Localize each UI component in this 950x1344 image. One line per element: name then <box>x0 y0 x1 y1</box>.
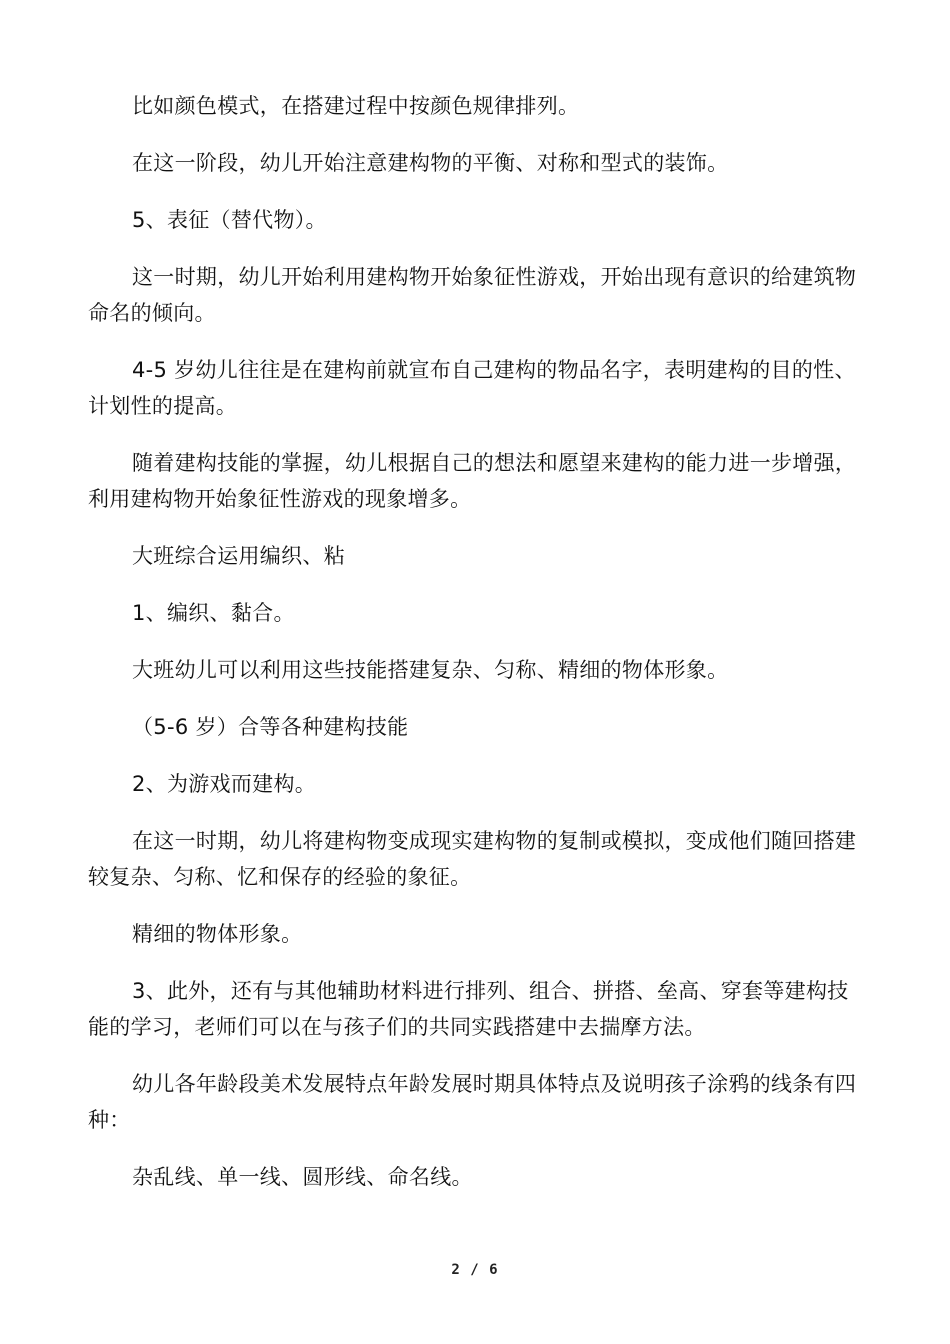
document-body <box>88 88 862 1216</box>
paragraph-2: 在这一阶段，幼儿开始注意建构物的平衡、对称和型式的装饰。 <box>132 151 729 175</box>
paragraph-11: 2、为游戏而建构。 <box>132 772 317 796</box>
paragraph-9: 大班幼儿可以利用这些技能搭建复杂、匀称、精细的物体形象。 <box>132 658 729 682</box>
paragraph-5: 4-5 岁幼儿往往是在建构前就宣布自己建构的物品名字，表明建构的目的性、计划性的提高。 <box>88 358 856 418</box>
paragraph-6: 随着建构技能的掌握，幼儿根据自己的想法和愿望来建构的能力进一步增强，利用建构物开始象征性游戏的现象增多。 <box>88 451 857 511</box>
paragraph-14: 3、此外，还有与其他辅助材料进行排列、组合、拼搭、垒高、穿套等建构技能的学习，老师们可以在与孩子们的共同实践搭建中去揣摩方法。 <box>88 979 849 1039</box>
paragraph-7: 大班综合运用编织、粘 <box>132 544 345 568</box>
paragraph-3: 5、表征（替代物）。 <box>132 208 327 232</box>
paragraph-4: 这一时期，幼儿开始利用建构物开始象征性游戏，开始出现有意识的给建筑物命名的倾向。 <box>88 265 857 325</box>
paragraph-8: 1、编织、黏合。 <box>132 601 295 625</box>
page-number: 2 / 6 <box>451 1262 499 1278</box>
paragraph-1: 比如颜色模式，在搭建过程中按颜色规律排列。 <box>132 94 580 118</box>
paragraph-13: 精细的物体形象。 <box>132 922 303 946</box>
paragraph-12: 在这一时期，幼儿将建构物变成现实建构物的复制或模拟，变成他们随回搭建较复杂、匀称、忆和保存的经验的象征。 <box>88 829 857 889</box>
paragraph-15: 幼儿各年龄段美术发展特点年龄发展时期具体特点及说明孩子涂鸦的线条有四种： <box>88 1072 857 1132</box>
paragraph-16: 杂乱线、单一线、圆形线、命名线。 <box>132 1165 473 1189</box>
paragraph-10: （5-6 岁）合等各种建构技能 <box>132 715 409 739</box>
